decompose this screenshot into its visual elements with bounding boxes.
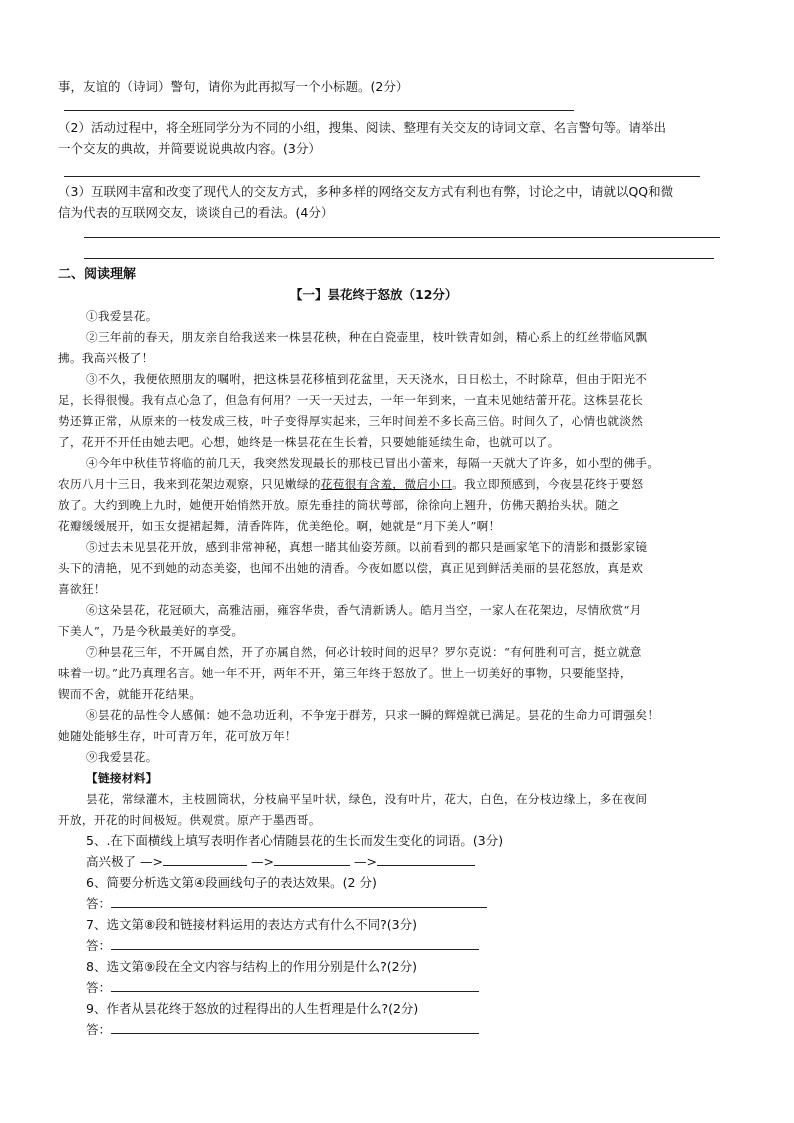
q5-answer-row [86,853,475,871]
paragraph-2-line2: 拂。我高兴极了！ [58,351,154,365]
paragraph-6-line2: 下美人”，乃是今秋最美好的享受。 [58,624,244,638]
q1-text: 事，友谊的（诗词）警句，请你为此再拟写一个小标题。(2分） [58,79,409,94]
question-5: 5、.在下面横线上填写表明作者心情随昙花的生长而发生变化的词语。(3分) [86,833,504,848]
paragraph-6-line1: ⑥这朵昙花，花冠硕大，高雅洁丽，雍容华贵，香气清新诱人。皓月当空，一家人在花架边，尽情欣赏“月 [86,603,642,617]
paragraph-7-line1: ⑦种昙花三年，不开属自然，开了亦属自然，何必计较时间的迟早？罗尔克说：“有何胜利可言，挺立就意 [86,645,642,659]
link-material-heading: 【链接材料】 [86,771,158,785]
paragraph-2-line1: ②三年前的春天，朋友亲自给我送来一株昙花秧，种在白瓷壶里，枝叶铁青如剑，精心系上的红丝带临风飘 [86,330,648,344]
q8-answer-row [86,979,479,997]
paragraph-4-line1: ④今年中秋佳节将临的前几天，我突然发现最长的那枝已冒出小蕾来，每隔一天就大了许多，如小型的佛手。 [86,456,660,470]
paragraph-4-line4: 花瓣缓缓展开，如玉女提裙起舞，清香阵阵，优美绝伦。啊，她就是“月下美人”啊！ [58,519,501,533]
answer-label: 答： [86,980,112,995]
link-material-line2: 开放，开花的时间极短。供观赏。原产于墨西哥。 [58,813,321,827]
paragraph-8-line2: 她随处能够生存，叶可青万年，花可放万年！ [58,729,297,743]
blank-1[interactable] [163,853,247,866]
paragraph-3-line1: ③不久，我便依照朋友的嘱咐，把这株昙花移植到花盆里，天天浇水，日日松土，不时除草，但由于阳光不 [86,372,648,386]
link-material-line1: 昙花，常绿灌木，主枝圆筒状，分枝扁平呈叶状，绿色，没有叶片，花大，白色，在分枝边缘上，多在夜间 [86,792,648,806]
passage-title: 【一】昙花终于怒放（12分） [290,287,458,302]
paragraph-3-line3: 势还算正常，从原来的一枝发成三枝，叶子变得厚实起来，三年时间差不多长高三倍。时间久了，心情也就淡然 [58,414,644,428]
paragraph-3-line4: 了，花开不开任由她去吧。心想，她终是一株昙花在生长着，只要她能延续生命，也就可以了。 [58,435,560,449]
paragraph-5-line1: ⑤过去未见昙花开放，感到非常神秘，真想一睹其仙姿芳颜。以前看到的都只是画家笔下的清影和摄影家镜 [86,540,648,554]
answer-line [84,258,714,259]
blank-3[interactable] [377,853,475,866]
answer-line [64,176,700,177]
q7-answer-row [86,937,479,955]
answer-line [64,110,574,111]
blank-2[interactable] [274,853,350,866]
paragraph-4-text: 农历八月十三日，我来到花架边观察，只见嫩绿的 [58,477,321,491]
q8-answer-line[interactable] [111,979,479,992]
paragraph-7-line3: 锲而不舍，就能开花结果。 [58,687,202,701]
question-9: 9、作者从昙花终于怒放的过程得出的人生哲理是什么?(2分) [86,1001,419,1016]
q5-start-word: 高兴极了 [86,854,137,869]
paragraph-8-line1: ⑧昙花的品性令人感佩：她不急功近利，不争宠于群芳，只求一瞬的辉煌就已满足。昙花的生命力可谓强矣！ [86,708,660,722]
paragraph-4-line2 [58,475,643,493]
q2-text-line1: （2）活动过程中，将全班同学分为不同的小组，搜集、阅读、整理有关交友的诗词文章、名言警句等。请举出 [58,120,666,135]
question-6: 6、简要分析选文第④段画线句子的表达效果。(2 分) [86,875,377,890]
question-7: 7、选文第⑧段和链接材料运用的表达方式有什么不同?(3分) [86,917,418,932]
underlined-sentence: 花苞很有含羞，微启小口 [320,477,453,491]
q9-answer-row [86,1021,479,1039]
answer-label: 答： [86,896,112,911]
question-8: 8、选文第⑨段在全文内容与结构上的作用分别是什么?(2分) [86,959,418,974]
paragraph-9: ⑨我爱昙花。 [86,750,158,764]
q3-text-line2: 信为代表的互联网交友，谈谈自己的看法。(4分） [58,205,334,220]
answer-label: 答： [86,1022,112,1037]
arrow-3: —> [353,854,377,869]
paragraph-4-text: 。我立即预感到，今夜昙花终于要怒 [452,477,644,491]
paragraph-5-line2: 头下的清艳，见不到她的动态美姿，也闻不出她的清香。今夜如愿以偿，真正见到鲜活美丽的昙花怒放，真是欢 [58,561,644,575]
paragraph-7-line2: 味着一切。”此乃真理名言。她一年不开，两年不开，第三年终于怒放了。世上一切美好的事物，只要能坚持， [58,666,632,680]
q7-answer-line[interactable] [111,937,479,950]
answer-line [84,237,720,238]
q6-answer-line[interactable] [111,895,487,908]
paragraph-4-line3: 放了。大约到晚上九时，她便开始悄然开放。原先垂挂的筒状萼部，徐徐向上翘升，仿佛天鹅抬头状。随之 [58,498,620,512]
paragraph-3-line2: 足，长得很慢。我有点心急了，但急有何用？一天一天过去，一年一年到来，一直未见她结蕾开花。这株昙花长 [58,393,644,407]
arrow-2: —> [250,854,274,869]
arrow-1: —> [140,854,163,869]
q2-text-line2: 一个交友的典故，并简要说说典故内容。(3分） [58,141,321,156]
q3-text-line1: （3）互联网丰富和改变了现代人的交友方式，多种多样的网络交友方式有利也有弊，讨论之中，请就以QQ和微 [58,184,674,199]
answer-label: 答： [86,938,112,953]
q9-answer-line[interactable] [111,1021,479,1034]
q6-answer-row [86,895,487,913]
paragraph-5-line3: 喜欲狂！ [58,582,106,596]
paragraph-1: ①我爱昙花。 [86,309,158,323]
section-heading: 二、阅读理解 [58,267,137,282]
